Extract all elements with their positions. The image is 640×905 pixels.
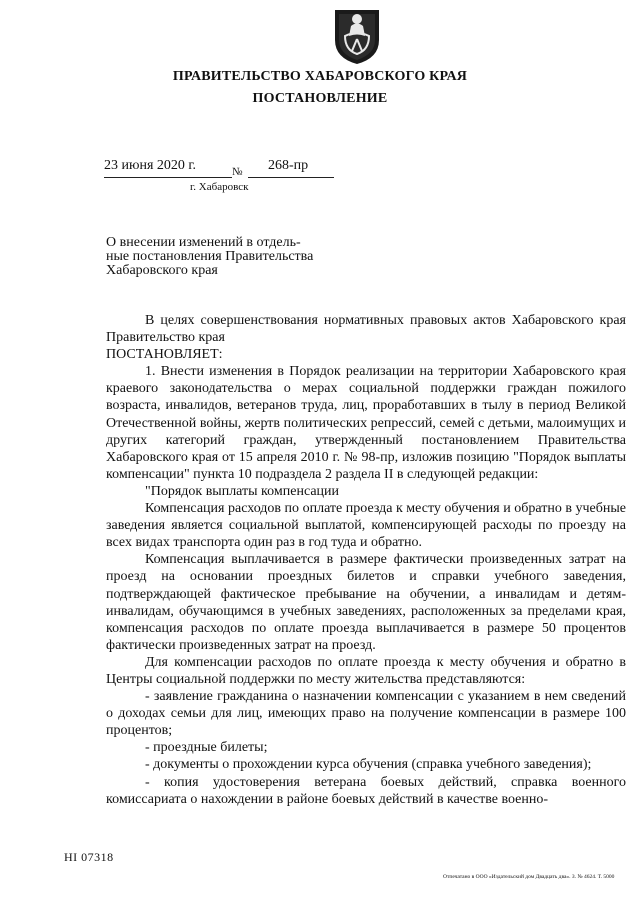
paragraph: Для компенсации расходов по оплате проезда к месту обучения и обратно в Центры социальной поддержки по месту жительства представляются:: [106, 654, 626, 687]
paragraph: Компенсация расходов по оплате проезда к месту обучения и обратно в учебные заведения является социальной выплатой, компенсирующей расходы по проезду на всех видах транспорта один раз в год туда и обратно.: [106, 501, 626, 551]
subject-line: О внесении изменений в отдель-: [106, 235, 301, 250]
document-city: г. Хабаровск: [190, 181, 249, 193]
paragraph: 1. Внести изменения в Порядок реализации на территории Хабаровского края краевого законодательства о мерах социальной поддержки граждан пожилого возраста, инвалидов, ветеранов труда, лиц, проработавших в тылу в период Великой Отечественной войны, жертв политических репрессий, семей с детьми, малоимущих и других категорий граждан, утвержденный постановлением Правительства Хабаровского края от 15 апреля 2010 г. № 98-пр, изложив позицию "Порядок выплаты компенсации" пункта 10 подраздела 2 раздела II в следующей редакции:: [106, 364, 626, 482]
number-underline: [248, 177, 334, 178]
date-underline: [104, 177, 232, 178]
document-type-title: ПОСТАНОВЛЕНИЕ: [252, 91, 388, 106]
paragraph: Компенсация выплачивается в размере фактически произведенных затрат на проезд на основании проездных билетов и справки учебного заведения, подтверждающей фактическое пребывание на обучении, а инвалидам и детям-инвалидам, обучающимся в учебных заведениях, расположенных за пределами края, компенсация расходов по оплате проезда выплачивается в размере 50 процентов фактически произведенных затрат на проезд.: [106, 552, 626, 653]
government-title: ПРАВИТЕЛЬСТВО ХАБАРОВСКОГО КРАЯ: [172, 69, 468, 84]
subject-line: ные постановления Правительства: [106, 249, 314, 264]
print-note: Отпечатано в ООО «Издательский дом Двадцать два». З. № 4624. Т. 5000: [443, 874, 615, 880]
number-sign: №: [232, 166, 243, 178]
document-id: НI 07318: [64, 850, 114, 864]
document-date: 23 июня 2020 г.: [104, 158, 197, 173]
coat-of-arms-icon: [329, 6, 385, 66]
list-item: - копия удостоверения ветерана боевых действий, справка военного комиссариата о нахождении в районе боевых действий в качестве военно-: [106, 774, 626, 807]
document-number: 268-пр: [268, 158, 309, 173]
paragraph-resolves: ПОСТАНОВЛЯЕТ:: [106, 347, 223, 363]
document-body: [106, 312, 626, 808]
paragraph: В целях совершенствования нормативных правовых актов Хабаровского края Правительство края: [106, 313, 626, 346]
list-item: - заявление гражданина о назначении компенсации с указанием в нем сведений о доходах семьи для лиц, имеющих право на получение компенсации в размере 100 процентов;: [106, 689, 626, 739]
list-item: - проездные билеты;: [145, 740, 268, 756]
document-subject: [106, 236, 346, 278]
subject-line: Хабаровского края: [106, 263, 218, 278]
list-item: - документы о прохождении курса обучения (справка учебного заведения);: [145, 757, 592, 773]
paragraph: "Порядок выплаты компенсации: [145, 483, 340, 499]
